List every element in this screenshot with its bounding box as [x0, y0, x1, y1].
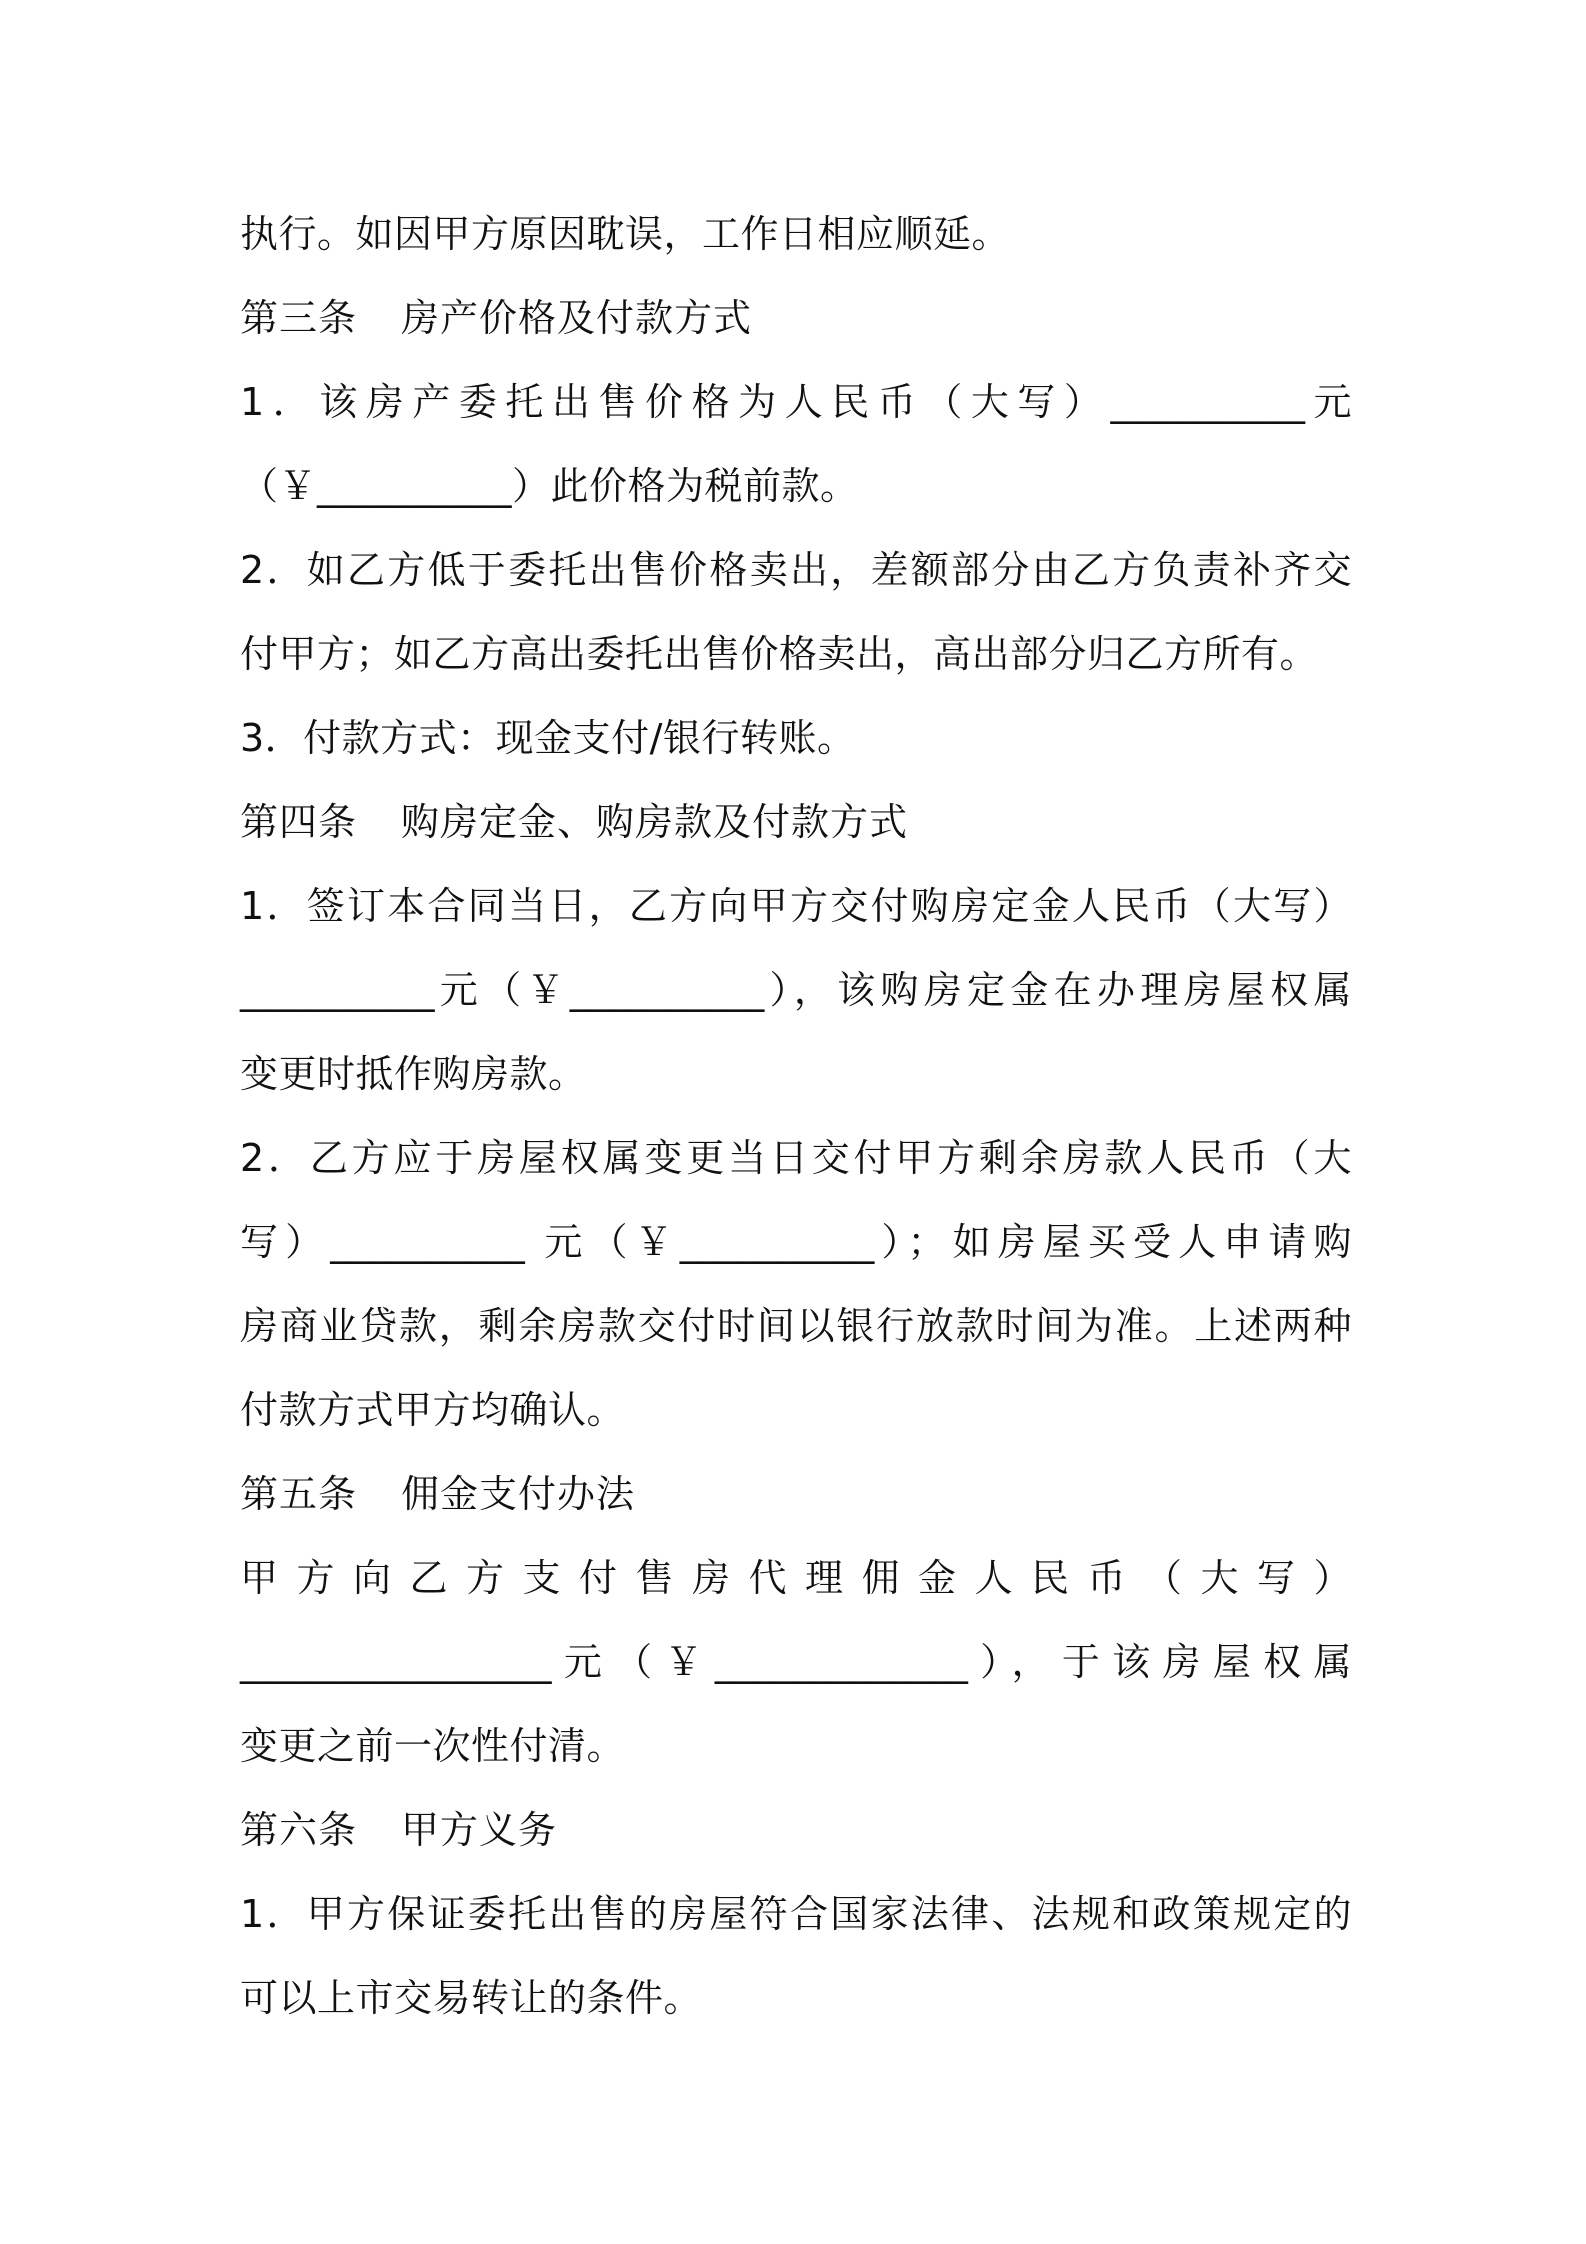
article-4-item-2-line-1: 2．乙方应于房屋权属变更当日交付甲方剩余房款人民币（大: [240, 1136, 1352, 1180]
article-3-item-1-line-1: 1．该房产委托出售价格为人民币（大写）__________元: [240, 380, 1352, 424]
article-5-heading: [240, 1452, 1352, 1536]
article-4-number: 第四条: [240, 800, 358, 844]
article-6-title: 甲方义务: [401, 1808, 558, 1852]
article-5-line-2: ________________元（￥_____________），于该房屋权属: [240, 1640, 1352, 1684]
article-5-number: 第五条: [240, 1472, 358, 1516]
article-3-item-3: 3．付款方式：现金支付/银行转账。: [240, 716, 856, 760]
article-4-item-1-line-2: __________元（￥__________），该购房定金在办理房屋权属: [240, 968, 1352, 1012]
article-3-item-2-line-2: 付甲方；如乙方高出委托出售价格卖出，高出部分归乙方所有。: [240, 632, 1319, 676]
article-6-heading: [240, 1788, 1352, 1872]
clause-2-continuation: 执行。如因甲方原因耽误，工作日相应顺延。: [240, 212, 1011, 256]
article-6-item-1-line-2: 可以上市交易转让的条件。: [240, 1976, 703, 2020]
article-4-item-2-line-2: 写）__________ 元（￥__________）；如房屋买受人申请购: [240, 1220, 1352, 1264]
article-4-item-1-line-1: 1．签订本合同当日，乙方向甲方交付购房定金人民币（大写）: [240, 884, 1352, 928]
article-4-item-2-line-4: 付款方式甲方均确认。: [240, 1388, 626, 1432]
article-6-number: 第六条: [240, 1808, 358, 1852]
article-4-heading: [240, 780, 1352, 864]
article-3-heading: [240, 276, 1352, 360]
article-5-line-1: 甲方向乙方支付售房代理佣金人民币（大写）: [240, 1556, 1352, 1600]
article-3-number: 第三条: [240, 296, 358, 340]
article-4-item-2-line-3: 房商业贷款，剩余房款交付时间以银行放款时间为准。上述两种: [240, 1304, 1352, 1348]
article-5-line-3: 变更之前一次性付清。: [240, 1724, 626, 1768]
article-4-item-1-line-3: 变更时抵作购房款。: [240, 1052, 587, 1096]
article-3-item-2-line-1: 2．如乙方低于委托出售价格卖出，差额部分由乙方负责补齐交: [240, 548, 1352, 592]
contract-page: [240, 192, 1352, 2040]
article-5-title: 佣金支付办法: [401, 1472, 636, 1516]
article-3-item-1-line-2: （￥__________）此价格为税前款。: [240, 464, 859, 508]
article-6-item-1-line-1: 1．甲方保证委托出售的房屋符合国家法律、法规和政策规定的: [240, 1892, 1352, 1936]
article-4-title: 购房定金、购房款及付款方式: [401, 800, 909, 844]
article-3-title: 房产价格及付款方式: [401, 296, 753, 340]
